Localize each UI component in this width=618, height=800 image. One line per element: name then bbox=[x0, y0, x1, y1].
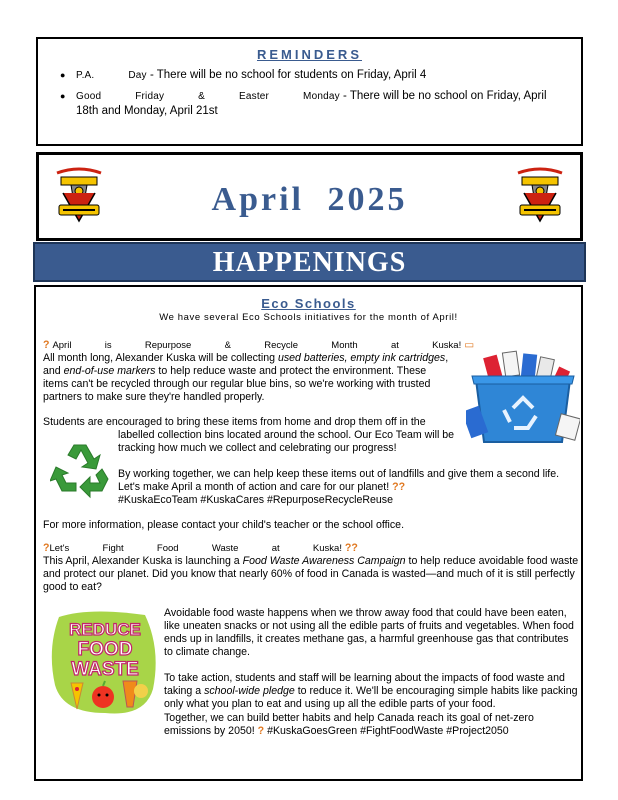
food-heading: Let's Fight Food Waste at Kuska! bbox=[49, 543, 342, 554]
text: to help reduce waste and protect the environment. These items can't be recycled through our regular blue bins, so we're working with trusted partners to make sure they're handled properly. bbox=[43, 365, 431, 403]
text: to help reduce avoidable food waste and protect our planet. Did you know that nearly 60% of food in Canada is wasted—and much of it is still perfectly good to eat? bbox=[43, 555, 579, 593]
recycle-symbol-icon bbox=[50, 439, 116, 501]
question-icon: ?? bbox=[392, 481, 406, 493]
reminders-title: REMINDERS bbox=[256, 47, 362, 62]
hashtags: #KuskaEcoTeam #KuskaCares #RepurposeRecycleReuse bbox=[118, 494, 393, 506]
question-icon: ? bbox=[43, 339, 50, 351]
repurpose-paragraph-1 bbox=[43, 352, 451, 404]
text-emphasis: school-wide pledge bbox=[204, 685, 295, 697]
bullet-icon: ● bbox=[60, 91, 66, 101]
poster-line-3: WASTE bbox=[71, 659, 139, 680]
hashtags: #KuskaGoesGreen #FightFoodWaste #Project2050 bbox=[264, 725, 509, 737]
text: This April, Alexander Kuska is launching a bbox=[43, 555, 243, 567]
eco-title: Eco Schools bbox=[261, 296, 356, 311]
food-paragraph-4 bbox=[164, 712, 578, 738]
question-icon: ?? bbox=[344, 542, 358, 554]
question-icon: ? bbox=[257, 725, 265, 737]
happenings-title: HAPPENINGS bbox=[212, 247, 407, 278]
reminders-box bbox=[36, 37, 583, 146]
text: Together, we can build better habits and help Canada reach its goal of net-zero emissions by 2050! bbox=[164, 712, 534, 737]
repurpose-paragraph-2b: labelled collection bins located around the school. Our Eco Team will be tracking how much we collect and celebrating our progress! bbox=[118, 429, 455, 454]
eco-schools-section bbox=[34, 285, 583, 781]
poster-line-2: FOOD bbox=[77, 639, 133, 660]
repurpose-paragraph-3 bbox=[118, 468, 578, 507]
reminder-item bbox=[60, 89, 581, 119]
text: to reduce it. We'll be encouraging simple habits like packing only what you plan to eat and using up all the edible parts of your food. bbox=[164, 685, 578, 710]
food-paragraph-2: Avoidable food waste happens when we throw away food that could have been eaten, like uneaten snacks or not using all the edible parts of fruits and vegetables. When food ends up in landfills, it creates methane gas, a harmful greenhouse gas that contributes to climate change. bbox=[164, 607, 574, 658]
text: , and bbox=[43, 352, 449, 377]
text: To take action, students and staff will be learning about the impacts of food waste and taking a bbox=[164, 672, 565, 697]
text-emphasis: used batteries, empty ink cartridges bbox=[277, 352, 446, 364]
reminders-list bbox=[38, 68, 581, 119]
reminder-text: - There will be no school for students on Friday, April 4 bbox=[146, 69, 427, 81]
text: All month long, Alexander Kuska will be collecting bbox=[43, 352, 278, 364]
month-banner bbox=[36, 152, 583, 241]
repurpose-heading: April is Repurpose & Recycle Month at Kuska! bbox=[52, 340, 462, 351]
text-emphasis: Food Waste Awareness Campaign bbox=[242, 555, 406, 567]
bullet-icon: ● bbox=[60, 70, 66, 80]
kuska-knights-logo bbox=[510, 167, 570, 227]
reduce-food-waste-poster bbox=[49, 609, 161, 719]
question-icon: ? bbox=[43, 542, 50, 554]
repurpose-paragraph-4: For more information, please contact your child's teacher or the school office. bbox=[43, 519, 405, 531]
food-paragraph-3 bbox=[164, 672, 578, 711]
reminder-label: Good Friday & Easter Monday bbox=[76, 91, 340, 102]
repurpose-paragraph-2a: Students are encouraged to bring these items from home and drop them off in the bbox=[43, 416, 426, 428]
reminder-text: - There will be no school on Friday, April 18th and Monday, April 21st bbox=[76, 90, 547, 117]
banner-title: April 2025 bbox=[211, 181, 408, 218]
text: By working together, we can help keep these items out of landfills and give them a second life. Let's make April a month of action and care for our planet! bbox=[118, 468, 560, 493]
reminder-label: P.A. Day bbox=[76, 70, 147, 81]
eco-subtitle: We have several Eco Schools initiatives for the month of April! bbox=[159, 312, 458, 323]
recycling-bin-image bbox=[466, 350, 580, 446]
box-icon: ▭ bbox=[464, 339, 475, 351]
food-heading-line bbox=[43, 542, 573, 555]
poster-line-1: REDUCE bbox=[69, 620, 141, 639]
text-emphasis: end-of-use markers bbox=[63, 365, 156, 377]
happenings-bar bbox=[33, 242, 586, 282]
food-paragraph-1 bbox=[43, 555, 579, 594]
reminder-item bbox=[60, 68, 581, 83]
